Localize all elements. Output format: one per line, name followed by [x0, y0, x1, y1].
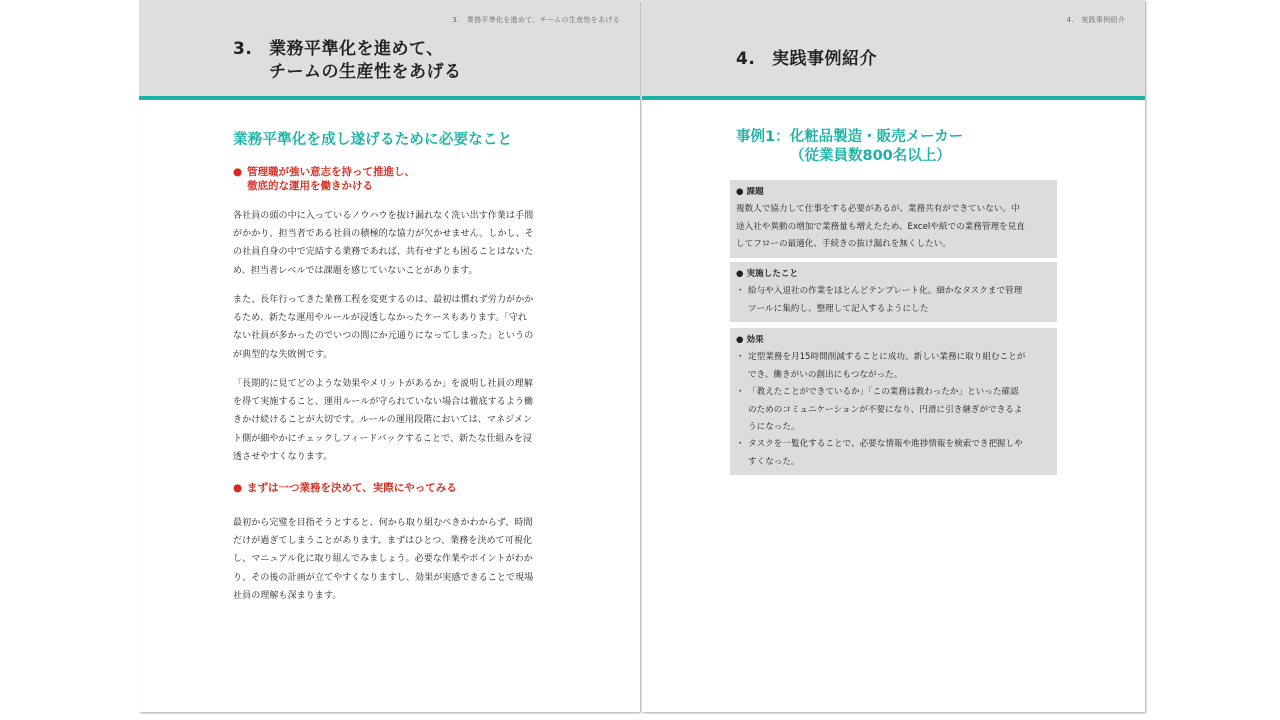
chapter-title [233, 38, 462, 84]
box-heading: ● 課題 [736, 187, 764, 197]
section-title: 業務平準化を成し遂げるために必要なこと [233, 132, 513, 148]
text-line: 各社員の頭の中に入っているノウハウを抜け漏れなく洗い出す作業は手間 [233, 211, 534, 221]
point-line: 徹底的な運用を働きかける [247, 180, 373, 192]
point-heading-2 [233, 481, 457, 495]
text-line: ない社員が多かったのでいつの間にか元通りになってしまった」というの [233, 331, 534, 342]
box-heading: ● 効果 [736, 335, 764, 345]
text-line: 社員の理解も深まります。 [233, 590, 342, 601]
chapter-title [736, 48, 877, 71]
text-line: また、長年行ってきた業務工程を変更するのは、最初は慣れず労力がかか [233, 295, 534, 305]
text-line: 「長期的に見てどのような効果やメリットがあるか」を説明し社員の理解 [233, 379, 533, 389]
running-head: 3. 業務平準化を進めて、チームの生産性をあげる [452, 16, 620, 24]
page-header [139, 0, 640, 100]
text-line: し、マニュアル化に取り組んでみましょう。必要な作業やポイントがわか [233, 554, 533, 565]
text-line: ツールに集約し、整理して記入するようにした [748, 303, 929, 314]
paragraph-1 [233, 207, 563, 280]
paragraph-4 [233, 514, 563, 605]
point-line: まずは一つ業務を決めて、実際にやってみる [247, 482, 457, 494]
text-line: の社員自身の中で完結する業務であれば、共有せずとも困ることはないた [233, 247, 534, 258]
document-spread [139, 0, 1146, 713]
text-line: のためのコミュニケーションが不要になり、円滑に引き継ぎができるよ [748, 404, 1023, 415]
chapter-number: 4. [736, 49, 756, 69]
text-line: すくなった。 [748, 456, 800, 467]
left-page [139, 0, 640, 712]
text-line: 最初から完璧を目指そうとすると、何から取り組むべきかわからず、時間 [233, 518, 533, 528]
text-line: 複数人で協力して仕事をする必要があるが、業務共有ができていない。中 [736, 204, 1020, 215]
bullet-icon: ● [233, 482, 243, 494]
point-heading-1 [233, 165, 415, 193]
box-heading: ● 実施したこと [736, 269, 799, 279]
running-head: 4. 実践事例紹介 [1066, 16, 1125, 24]
list-item [736, 384, 1051, 436]
text-line: ト側が細やかにチェックしフィードバックすることで、新たな仕組みを浸 [233, 433, 532, 444]
text-line: を得て実施すること、運用ルールが守られていない場合は徹底するよう働 [233, 397, 534, 408]
page-header [642, 0, 1145, 100]
chapter-title-line2: チームの生産性をあげる [269, 62, 462, 82]
chapter-title-line1: 実践事例紹介 [772, 49, 877, 69]
bullet-icon: ・ [736, 387, 745, 398]
bullet-icon: ・ [736, 352, 745, 363]
text-line: 透させやすくなります。 [233, 451, 333, 462]
text-line: め、担当者レベルでは課題を感じていないことがあります。 [233, 265, 478, 276]
right-page [642, 0, 1145, 712]
case-title-line1: 事例1：化粧品製造・販売メーカー [736, 129, 964, 145]
list-item [736, 283, 1051, 318]
text-line: タスクを一覧化することで、必要な情報や進捗情報を検索でき把握しや [748, 439, 1023, 450]
case-title [736, 128, 963, 166]
text-line: してフローの最適化、手続きの抜け漏れを無くしたい。 [736, 239, 951, 250]
bullet-icon: ・ [736, 286, 745, 297]
issue-box [730, 180, 1057, 258]
list-item [736, 436, 1051, 471]
text-line: 定型業務を月15時間削減することに成功。新しい業務に取り組むことが [748, 352, 1026, 363]
text-line: うになった。 [748, 422, 800, 433]
chapter-title-line1: 業務平準化を進めて、 [269, 39, 444, 59]
chapter-number: 3. [233, 39, 253, 59]
text-line: でき、働きがいの創出にもつながった。 [748, 369, 903, 380]
effects-box [730, 328, 1057, 475]
text-line: 途入社や異動の増加で業務量も増えたため、Excelや紙での業務管理を見直 [736, 221, 1025, 232]
actions-box [730, 262, 1057, 322]
bullet-icon: ● [233, 166, 243, 178]
case-title-line2: （従業員数800名以上） [790, 148, 951, 164]
text-line: きかけ続けることが大切です。ルールの運用段階においては、マネジメン [233, 415, 533, 426]
list-item [736, 349, 1051, 384]
bullet-icon: ・ [736, 439, 745, 450]
paragraph-2 [233, 291, 563, 364]
text-line: がかかり、担当者である社員の積極的な協力が欠かせません。しかし、そ [233, 229, 534, 240]
text-line: るため、新たな運用やルールが浸透しなかったケースもあります。「守れ [233, 313, 528, 324]
text-line: が典型的な失敗例です。 [233, 349, 333, 360]
text-line: 給与や入退社の作業をほとんどテンプレート化。細かなタスクまで管理 [748, 286, 1023, 297]
text-line: 「教えたことができているか」「この業務は教わったか」といった確認 [748, 387, 1019, 398]
paragraph-3 [233, 375, 563, 466]
point-line: 管理職が強い意志を持って推進し、 [247, 166, 415, 178]
text-line: り、その後の計画が立てやすくなりますし、効果が実感できることで現場 [233, 572, 534, 583]
text-line: だけが過ぎてしまうことがあります。まずはひとつ、業務を決めて可視化 [233, 536, 533, 547]
